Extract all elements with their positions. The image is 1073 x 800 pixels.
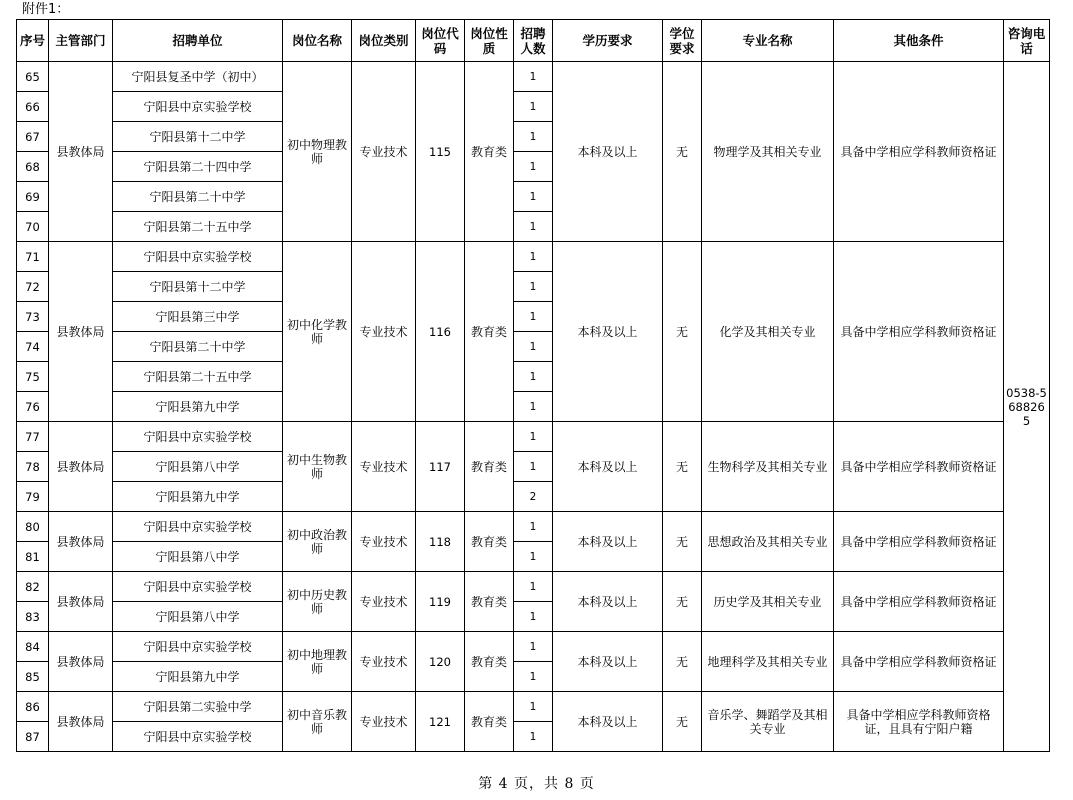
education-cell: 本科及以上 (553, 572, 663, 632)
count-cell: 1 (514, 212, 553, 242)
count-cell: 1 (514, 692, 553, 722)
header-post-code: 岗位代码 (416, 20, 465, 62)
count-cell: 1 (514, 452, 553, 482)
unit-cell: 宁阳县复圣中学（初中） (113, 62, 283, 92)
header-post-name: 岗位名称 (283, 20, 352, 62)
count-cell: 1 (514, 272, 553, 302)
education-cell: 本科及以上 (553, 512, 663, 572)
post-type-cell: 专业技术 (352, 422, 416, 512)
unit-cell: 宁阳县第八中学 (113, 542, 283, 572)
dept-cell: 县教体局 (49, 692, 113, 752)
post-type-cell: 专业技术 (352, 512, 416, 572)
header-major: 专业名称 (702, 20, 834, 62)
unit-cell: 宁阳县第二十中学 (113, 332, 283, 362)
count-cell: 1 (514, 662, 553, 692)
post-name-cell: 初中地理教师 (283, 632, 352, 692)
count-cell: 1 (514, 392, 553, 422)
post-type-cell: 专业技术 (352, 62, 416, 242)
seq-cell: 68 (17, 152, 49, 182)
table-body (17, 62, 1050, 752)
major-cell: 地理科学及其相关专业 (702, 632, 834, 692)
other-cell: 具备中学相应学科教师资格证，且具有宁阳户籍 (834, 692, 1004, 752)
attachment-label: 附件1： (22, 2, 70, 17)
seq-cell: 83 (17, 602, 49, 632)
dept-cell: 县教体局 (49, 62, 113, 242)
header-post-type: 岗位类别 (352, 20, 416, 62)
dept-cell: 县教体局 (49, 572, 113, 632)
degree-cell: 无 (663, 572, 702, 632)
post-name-cell: 初中生物教师 (283, 422, 352, 512)
header-dept: 主管部门 (49, 20, 113, 62)
seq-cell: 74 (17, 332, 49, 362)
post-nature-cell: 教育类 (465, 512, 514, 572)
post-code-cell: 121 (416, 692, 465, 752)
seq-cell: 76 (17, 392, 49, 422)
unit-cell: 宁阳县第十二中学 (113, 272, 283, 302)
post-type-cell: 专业技术 (352, 572, 416, 632)
count-cell: 1 (514, 122, 553, 152)
seq-cell: 72 (17, 272, 49, 302)
unit-cell: 宁阳县中京实验学校 (113, 512, 283, 542)
unit-cell: 宁阳县第二实验中学 (113, 692, 283, 722)
count-cell: 1 (514, 572, 553, 602)
post-code-cell: 119 (416, 572, 465, 632)
seq-cell: 73 (17, 302, 49, 332)
seq-cell: 86 (17, 692, 49, 722)
count-cell: 1 (514, 182, 553, 212)
education-cell: 本科及以上 (553, 62, 663, 242)
post-name-cell: 初中音乐教师 (283, 692, 352, 752)
unit-cell: 宁阳县第八中学 (113, 602, 283, 632)
post-type-cell: 专业技术 (352, 242, 416, 422)
unit-cell: 宁阳县第九中学 (113, 662, 283, 692)
other-cell: 具备中学相应学科教师资格证 (834, 242, 1004, 422)
unit-cell: 宁阳县中京实验学校 (113, 242, 283, 272)
seq-cell: 77 (17, 422, 49, 452)
count-cell: 1 (514, 92, 553, 122)
count-cell: 1 (514, 332, 553, 362)
count-cell: 1 (514, 362, 553, 392)
other-cell: 具备中学相应学科教师资格证 (834, 572, 1004, 632)
table-row (17, 242, 1050, 272)
seq-cell: 67 (17, 122, 49, 152)
unit-cell: 宁阳县中京实验学校 (113, 722, 283, 752)
count-cell: 1 (514, 302, 553, 332)
header-other: 其他条件 (834, 20, 1004, 62)
unit-cell: 宁阳县中京实验学校 (113, 92, 283, 122)
count-cell: 1 (514, 242, 553, 272)
dept-cell: 县教体局 (49, 422, 113, 512)
table-row (17, 422, 1050, 452)
table-row (17, 572, 1050, 602)
header-phone: 咨询电话 (1004, 20, 1050, 62)
count-cell: 1 (514, 152, 553, 182)
unit-cell: 宁阳县第三中学 (113, 302, 283, 332)
table-row (17, 512, 1050, 542)
major-cell: 生物科学及其相关专业 (702, 422, 834, 512)
seq-cell: 70 (17, 212, 49, 242)
table-row (17, 632, 1050, 662)
table-row (17, 692, 1050, 722)
unit-cell: 宁阳县第九中学 (113, 392, 283, 422)
post-type-cell: 专业技术 (352, 692, 416, 752)
post-nature-cell: 教育类 (465, 572, 514, 632)
count-cell: 1 (514, 542, 553, 572)
header-education: 学历要求 (553, 20, 663, 62)
unit-cell: 宁阳县第二十五中学 (113, 362, 283, 392)
count-cell: 2 (514, 482, 553, 512)
seq-cell: 87 (17, 722, 49, 752)
major-cell: 物理学及其相关专业 (702, 62, 834, 242)
unit-cell: 宁阳县第二十四中学 (113, 152, 283, 182)
unit-cell: 宁阳县第九中学 (113, 482, 283, 512)
seq-cell: 78 (17, 452, 49, 482)
count-cell: 1 (514, 722, 553, 752)
education-cell: 本科及以上 (553, 242, 663, 422)
post-nature-cell: 教育类 (465, 422, 514, 512)
header-unit: 招聘单位 (113, 20, 283, 62)
seq-cell: 66 (17, 92, 49, 122)
post-name-cell: 初中物理教师 (283, 62, 352, 242)
count-cell: 1 (514, 62, 553, 92)
seq-cell: 75 (17, 362, 49, 392)
post-nature-cell: 教育类 (465, 692, 514, 752)
phone-cell: 0538-5688265 (1004, 62, 1050, 752)
header-post-nature: 岗位性质 (465, 20, 514, 62)
post-nature-cell: 教育类 (465, 62, 514, 242)
header-seq: 序号 (17, 20, 49, 62)
count-cell: 1 (514, 422, 553, 452)
unit-cell: 宁阳县第十二中学 (113, 122, 283, 152)
post-type-cell: 专业技术 (352, 632, 416, 692)
recruitment-table (16, 19, 1050, 752)
degree-cell: 无 (663, 512, 702, 572)
dept-cell: 县教体局 (49, 242, 113, 422)
count-cell: 1 (514, 602, 553, 632)
degree-cell: 无 (663, 242, 702, 422)
post-name-cell: 初中历史教师 (283, 572, 352, 632)
major-cell: 历史学及其相关专业 (702, 572, 834, 632)
degree-cell: 无 (663, 422, 702, 512)
post-nature-cell: 教育类 (465, 242, 514, 422)
seq-cell: 84 (17, 632, 49, 662)
unit-cell: 宁阳县第八中学 (113, 452, 283, 482)
degree-cell: 无 (663, 692, 702, 752)
education-cell: 本科及以上 (553, 692, 663, 752)
seq-cell: 79 (17, 482, 49, 512)
seq-cell: 85 (17, 662, 49, 692)
table-row (17, 62, 1050, 92)
count-cell: 1 (514, 632, 553, 662)
seq-cell: 71 (17, 242, 49, 272)
post-code-cell: 117 (416, 422, 465, 512)
dept-cell: 县教体局 (49, 632, 113, 692)
seq-cell: 80 (17, 512, 49, 542)
post-name-cell: 初中政治教师 (283, 512, 352, 572)
post-nature-cell: 教育类 (465, 632, 514, 692)
unit-cell: 宁阳县第二十五中学 (113, 212, 283, 242)
seq-cell: 82 (17, 572, 49, 602)
unit-cell: 宁阳县中京实验学校 (113, 572, 283, 602)
dept-cell: 县教体局 (49, 512, 113, 572)
header-degree: 学位要求 (663, 20, 702, 62)
post-code-cell: 115 (416, 62, 465, 242)
unit-cell: 宁阳县中京实验学校 (113, 422, 283, 452)
education-cell: 本科及以上 (553, 422, 663, 512)
unit-cell: 宁阳县中京实验学校 (113, 632, 283, 662)
other-cell: 具备中学相应学科教师资格证 (834, 422, 1004, 512)
seq-cell: 81 (17, 542, 49, 572)
other-cell: 具备中学相应学科教师资格证 (834, 512, 1004, 572)
degree-cell: 无 (663, 632, 702, 692)
other-cell: 具备中学相应学科教师资格证 (834, 62, 1004, 242)
unit-cell: 宁阳县第二十中学 (113, 182, 283, 212)
seq-cell: 69 (17, 182, 49, 212)
degree-cell: 无 (663, 62, 702, 242)
major-cell: 思想政治及其相关专业 (702, 512, 834, 572)
post-name-cell: 初中化学教师 (283, 242, 352, 422)
major-cell: 化学及其相关专业 (702, 242, 834, 422)
post-code-cell: 116 (416, 242, 465, 422)
education-cell: 本科及以上 (553, 632, 663, 692)
post-code-cell: 120 (416, 632, 465, 692)
major-cell: 音乐学、舞蹈学及其相关专业 (702, 692, 834, 752)
post-code-cell: 118 (416, 512, 465, 572)
count-cell: 1 (514, 512, 553, 542)
page-footer: 第 4 页，共 8 页 (478, 776, 595, 792)
header-row (17, 20, 1050, 62)
seq-cell: 65 (17, 62, 49, 92)
other-cell: 具备中学相应学科教师资格证 (834, 632, 1004, 692)
header-count: 招聘人数 (514, 20, 553, 62)
